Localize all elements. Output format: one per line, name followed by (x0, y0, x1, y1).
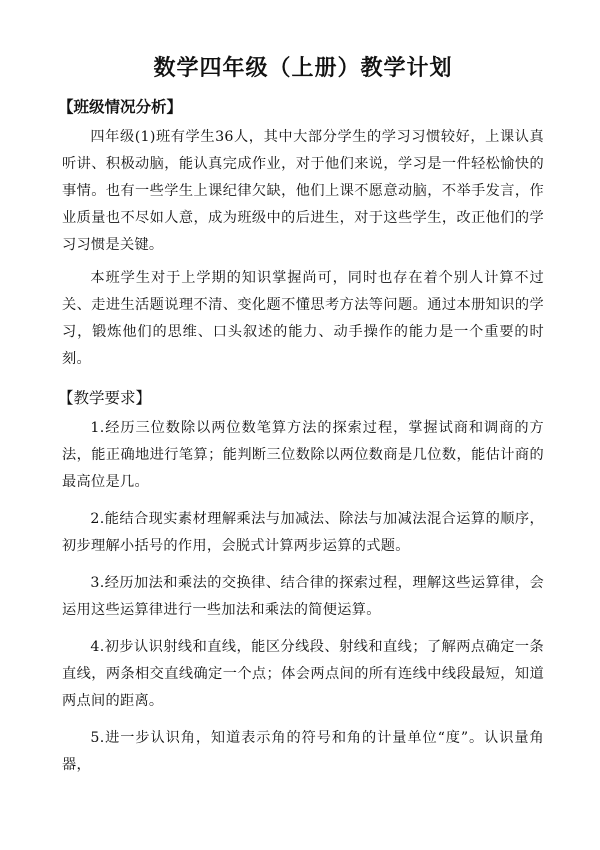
section-class-analysis-heading: 【班级情况分析】 (58, 98, 183, 116)
requirement-item-3: 3.经历加法和乘法的交换律、结合律的探索过程，理解这些运算律，会运用这些运算律进行一些加法和乘法的简便运算。 (62, 575, 544, 618)
requirement-item-2: 2.能结合现实素材理解乘法与加减法、除法与加减法混合运算的顺序，初步理解小括号的作用，会脱式计算两步运算的式题。 (62, 511, 544, 554)
requirement-item-4: 4.初步认识射线和直线，能区分线段、射线和直线；了解两点确定一条直线，两条相交直线确定一个点；体会两点间的所有连线中线段最短，知道两点间的距离。 (62, 639, 544, 709)
class-analysis-paragraph-1: 四年级(1)班有学生36人，其中大部分学生的学习习惯较好，上课认真听讲、积极动脑，能认真完成作业，对于他们来说，学习是一件轻松愉快的事情。也有一些学生上课纪律欠缺，他们上课不愿意动脑，不举手发言，作业质量也不尽如人意，成为班级中的后进生，对于这些学生，改正他们的学习习惯是关键。 (62, 129, 544, 253)
document-title: 数学四年级（上册）教学计划 (153, 56, 453, 81)
requirement-item-5: 5.进一步认识角，知道表示角的符号和角的计量单位“度”。认识量角器， (62, 730, 544, 773)
requirement-item-1: 1.经历三位数除以两位数笔算方法的探索过程，掌握试商和调商的方法，能正确地进行笔算；能判断三位数除以两位数商是几位数，能估计商的最高位是几。 (62, 420, 544, 490)
section-teaching-requirements-heading: 【教学要求】 (58, 389, 152, 407)
class-analysis-paragraph-2: 本班学生对于上学期的知识掌握尚可，同时也存在着个别人计算不过关、走进生活题说理不清、变化题不懂思考方法等问题。通过本册知识的学习，锻炼他们的思维、口头叙述的能力、动手操作的能力是一个重要的时刻。 (62, 270, 544, 367)
